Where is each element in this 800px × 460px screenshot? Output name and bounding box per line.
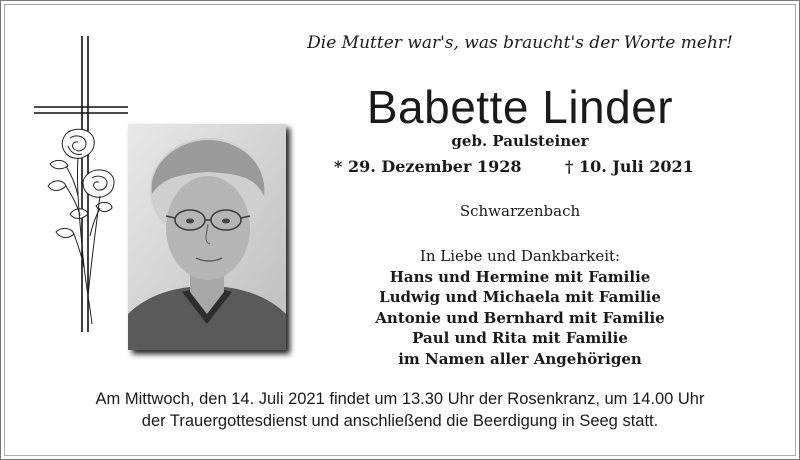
birth-date: * 29. Dezember 1928 xyxy=(334,157,522,176)
deceased-name: Babette Linder xyxy=(366,81,674,133)
portrait-illustration xyxy=(128,124,286,350)
mourner-family: Hans und Hermine mit Familie xyxy=(389,267,651,286)
mourner-family: Paul und Rita mit Familie xyxy=(412,329,628,347)
mourner-family: im Namen aller Angehörigen xyxy=(398,349,642,368)
place: Schwarzenbach xyxy=(459,202,581,220)
portrait-photo xyxy=(128,124,286,350)
funeral-notice-line: der Trauergottesdienst und anschließend die Beerdigung in Seeg statt. xyxy=(141,412,659,430)
mourner-family: Ludwig und Michaela mit Familie xyxy=(379,288,661,306)
cross-with-roses-icon xyxy=(30,36,140,336)
mourners-intro: In Liebe und Dankbarkeit: xyxy=(419,247,621,265)
death-date: † 10. Juli 2021 xyxy=(565,157,694,176)
motto: Die Mutter war's, was braucht's der Worte mehr! xyxy=(307,33,733,53)
mourner-family: Antonie und Bernhard mit Familie xyxy=(375,308,665,327)
maiden-name: geb. Paulsteiner xyxy=(451,132,589,150)
funeral-notice-line: Am Mittwoch, den 14. Juli 2021 findet um 13.30 Uhr der Rosenkranz, um 14.00 Uhr xyxy=(95,390,705,408)
mourners-block xyxy=(300,246,740,369)
funeral-notice xyxy=(20,388,780,432)
